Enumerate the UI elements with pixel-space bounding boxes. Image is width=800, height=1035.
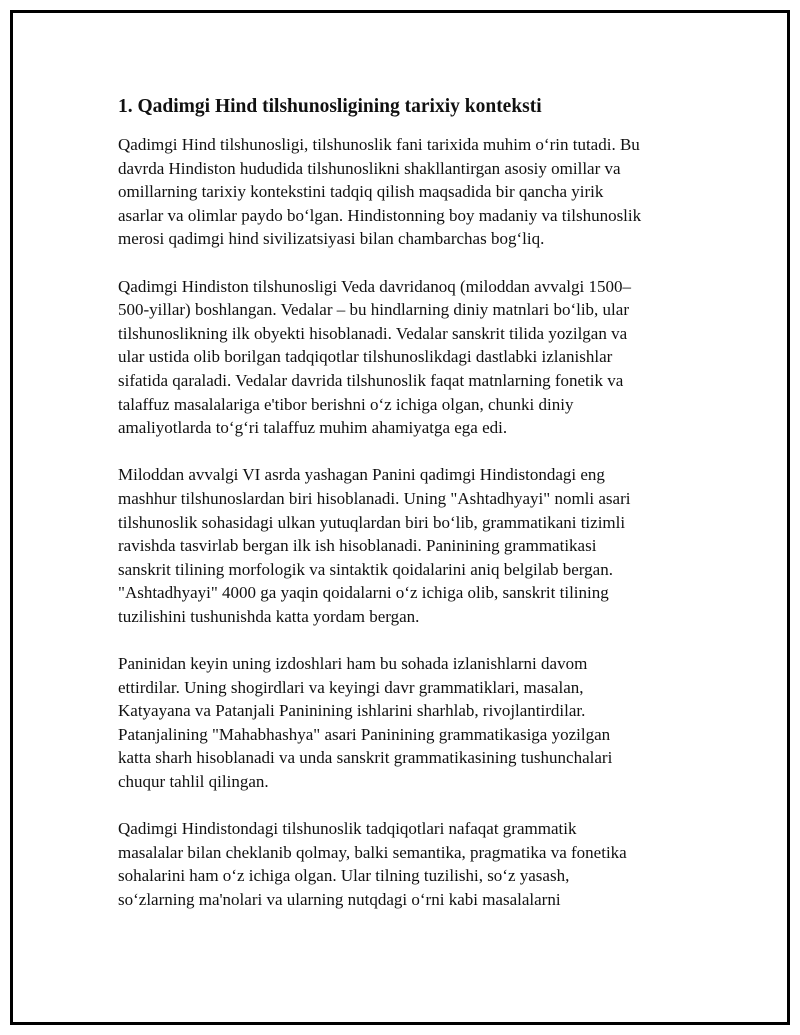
paragraph-4 [118,652,688,794]
text-line: tilshunoslikning ilk obyekti hisoblanadi. Vedalar sanskrit tilida yozilgan va [118,323,628,343]
text-line: soʻzlarning ma'nolari va ularning nutqdagi oʻrni kabi masalalarni [118,890,561,909]
text-line: Miloddan avvalgi VI asrda yashagan Panini qadimgi Hindistondagi eng [118,465,605,485]
text-line: Qadimgi Hind tilshunosligi, tilshunoslik fani tarixida muhim oʻrin tutadi. Bu [118,135,640,154]
text-line: amaliyotlarda toʻgʻri talaffuz muhim ahamiyatga ega edi. [118,418,508,438]
text-line: omillarning tarixiy kontekstini tadqiq qilish maqsadida bir qancha yirik [118,182,604,202]
text-line: "Ashtadhyayi" 4000 ga yaqin qoidalarni oʻz ichiga olib, sanskrit tilining [118,583,609,603]
text-line: masalalar bilan cheklanib qolmay, balki semantika, pragmatika va fonetika [118,842,627,862]
paragraph-1 [118,133,688,251]
text-line: sifatida qaraladi. Vedalar davrida tilshunoslik faqat matnlarning fonetik va [118,370,624,390]
text-line: ravishda tasvirlab bergan ilk ish hisoblanadi. Paninining grammatikasi [118,536,597,556]
document-body [118,95,688,935]
text-line: davrda Hindiston hududida tilshunoslikni shakllantirgan asosiy omillar va [118,158,621,178]
text-line: talaffuz masalalariga e'tibor berishni oʻz ichiga olgan, chunki diniy [118,394,574,414]
text-line: sohalarini ham oʻz ichiga olgan. Ular tilning tuzilishi, soʻz yasash, [118,866,570,886]
text-line: Katyayana va Patanjali Paninining ishlarini sharhlab, rivojlantirdilar. [118,701,586,721]
text-line: Qadimgi Hindistondagi tilshunoslik tadqiqotlari nafaqat grammatik [118,819,577,839]
text-line: ular ustida olib borilgan tadqiqotlar tilshunoslikdagi dastlabki izlanishlar [118,347,613,367]
text-line: mashhur tilshunoslardan biri hisoblanadi. Uning "Ashtadhyayi" nomli asari [118,488,631,508]
text-line: tilshunoslik sohasidagi ulkan yutuqlardan biri boʻlib, grammatikani tizimli [118,512,626,532]
text-line: sanskrit tilining morfologik va sintaktik qoidalarini aniq belgilab bergan. [118,559,613,579]
text-line: asarlar va olimlar paydo boʻlgan. Hindistonning boy madaniy va tilshunoslik [118,205,642,225]
paragraph-2 [118,275,688,440]
text-line: tuzilishini tushunishda katta yordam bergan. [118,606,420,626]
text-line: katta sharh hisoblanadi va unda sanskrit grammatikasining tushunchalari [118,748,613,768]
text-line: Qadimgi Hindiston tilshunosligi Veda davridanoq (miloddan avvalgi 1500– [118,276,631,296]
paragraph-3 [118,463,688,628]
paragraph-5 [118,817,688,911]
text-line: ettirdilar. Uning shogirdlari va keyingi davr grammatiklari, masalan, [118,677,584,697]
text-line: merosi qadimgi hind sivilizatsiyasi bilan chambarchas bogʻliq. [118,229,545,249]
text-line: Paninidan keyin uning izdoshlari ham bu sohada izlanishlarni davom [118,654,588,674]
section-heading: 1. Qadimgi Hind tilshunosligining tarixiy konteksti [118,96,542,117]
text-line: chuqur tahlil qilingan. [118,772,269,792]
text-line: 500-yillar) boshlangan. Vedalar – bu hindlarning diniy matnlari boʻlib, ular [118,300,629,320]
text-line: Patanjalining "Mahabhashya" asari Paninining grammatikasiga yozilgan [118,724,611,744]
